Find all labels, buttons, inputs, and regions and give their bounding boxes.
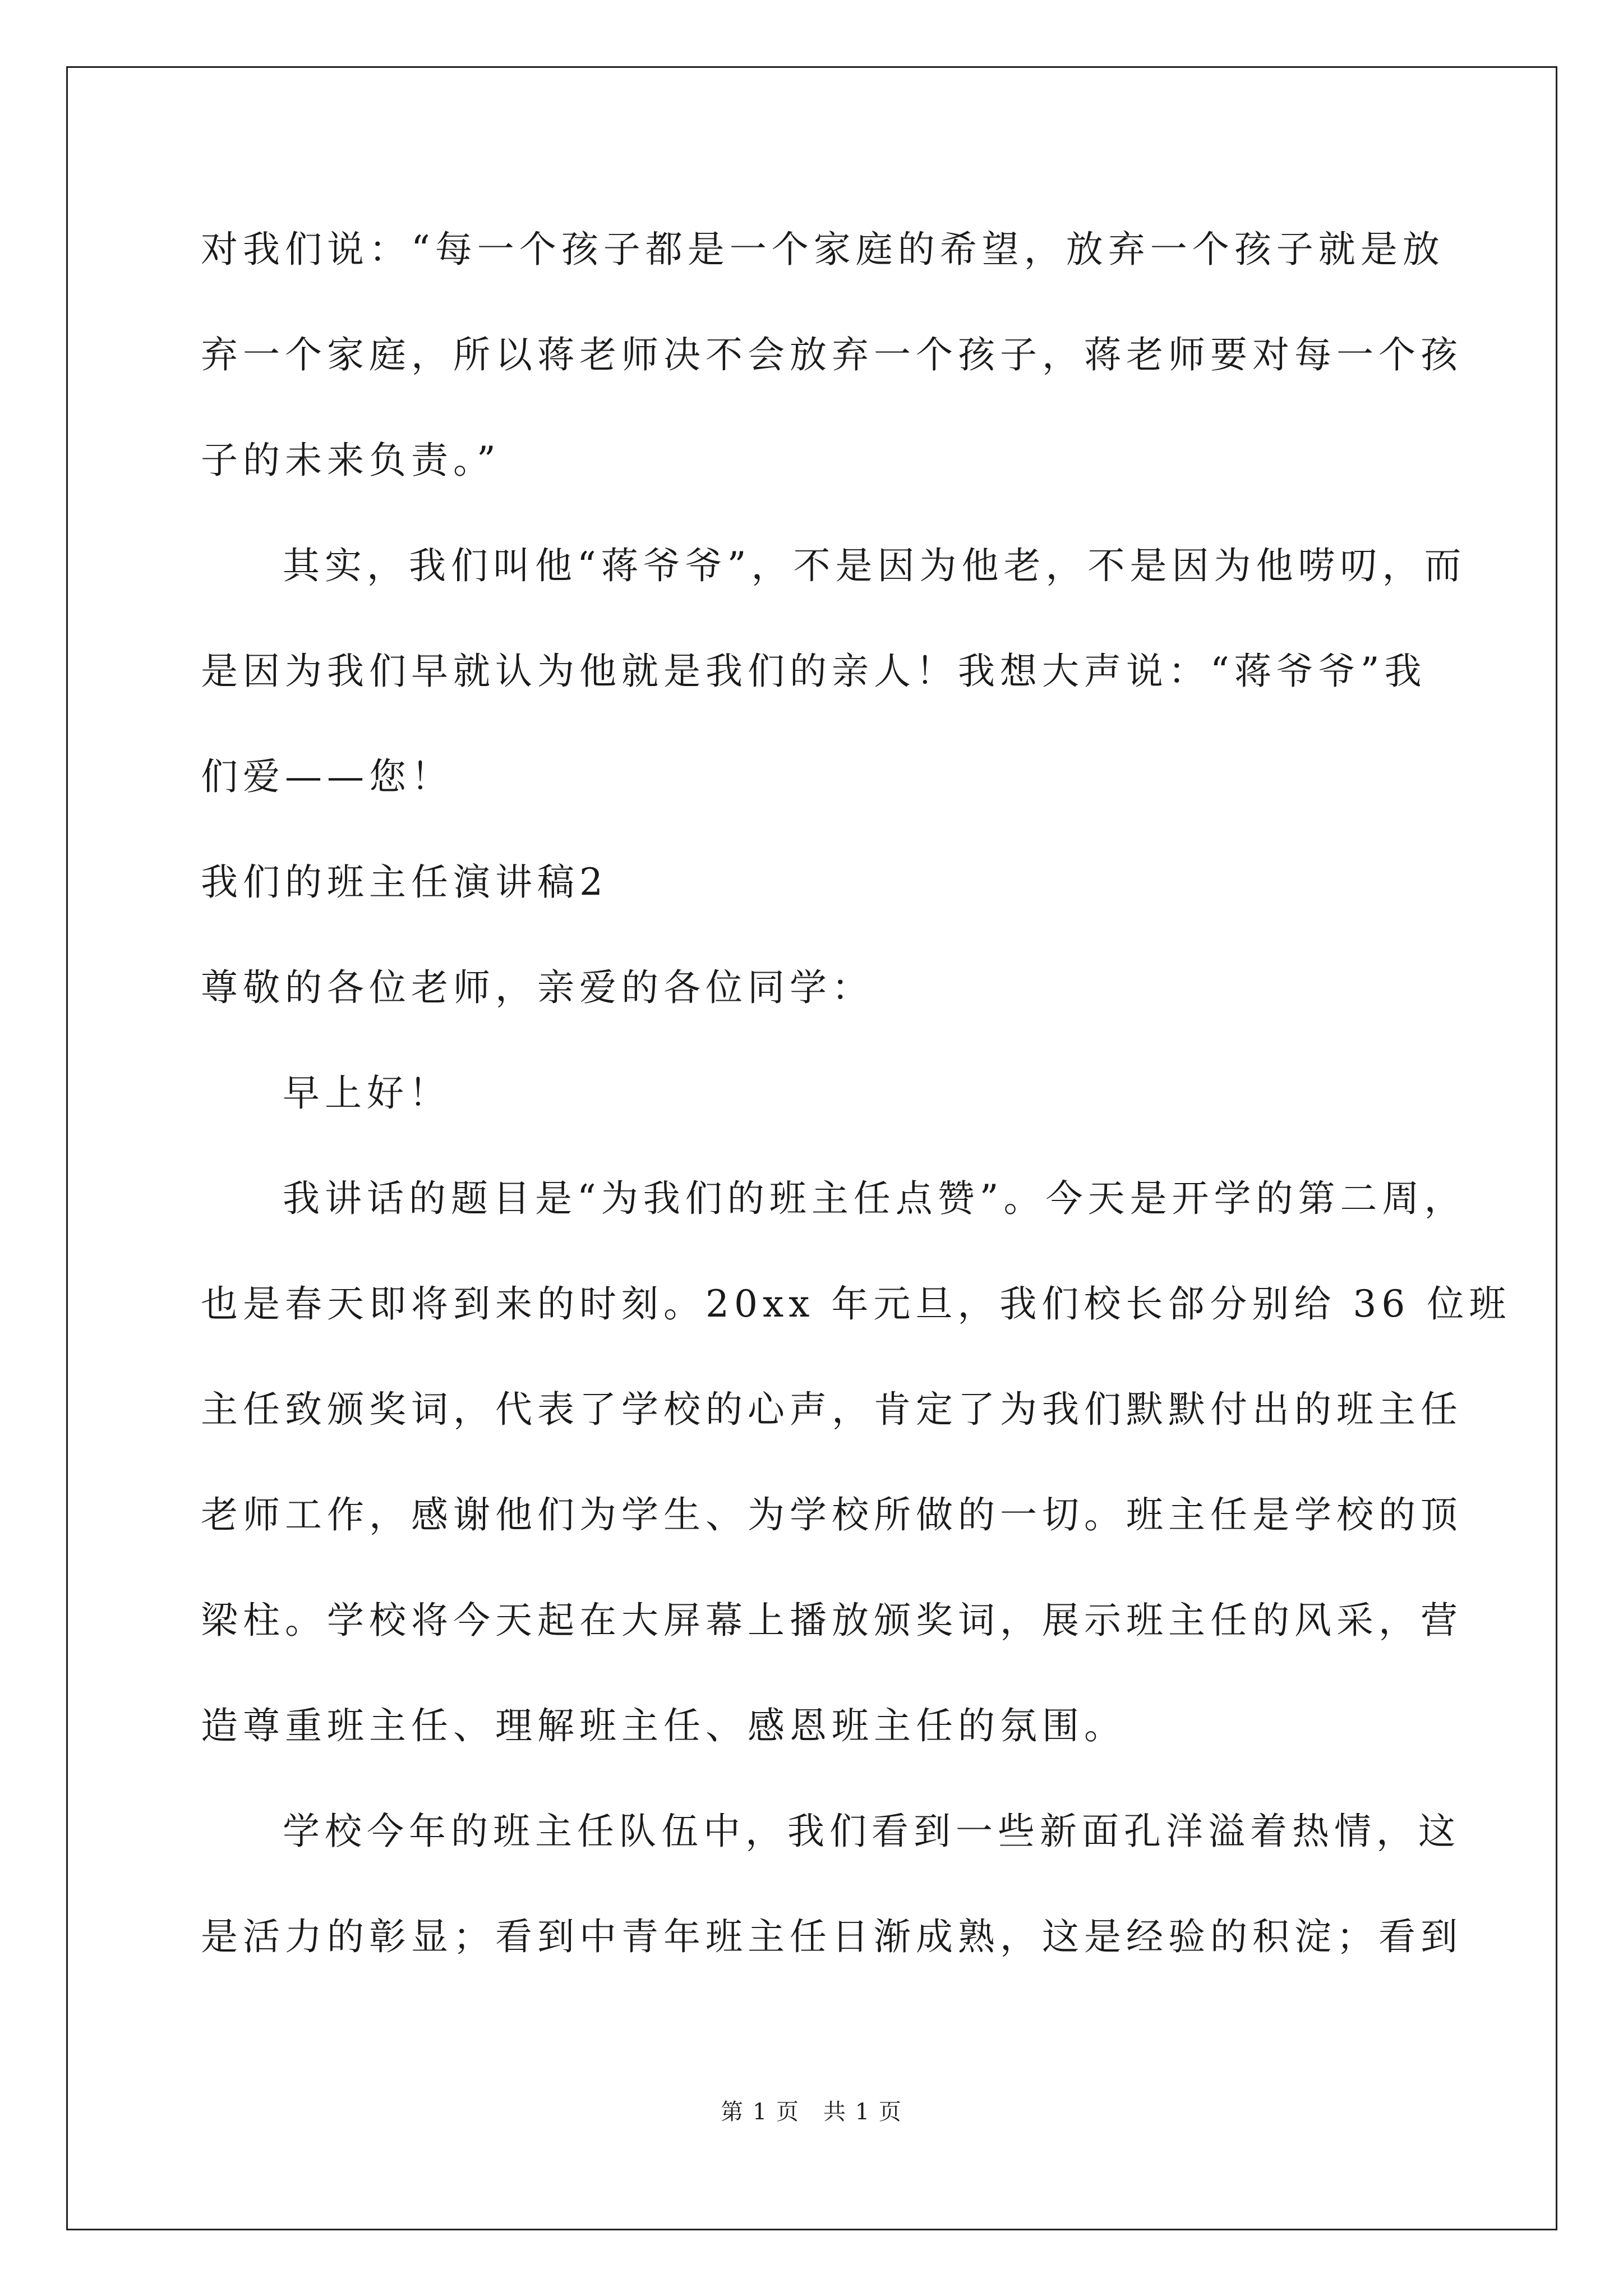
text-line: 造尊重班主任、理解班主任、感恩班主任的氛围。 bbox=[201, 1704, 1126, 1747]
page-border bbox=[66, 66, 1557, 2230]
text-line: 们爱——您！ bbox=[201, 755, 453, 798]
text-line: 弃一个家庭，所以蒋老师决不会放弃一个孩子，蒋老师要对每一个孩 bbox=[201, 333, 1463, 376]
greeting: 早上好！ bbox=[283, 1071, 451, 1115]
text-line: 学校今年的班主任队伍中，我们看到一些新面孔洋溢着热情，这 bbox=[283, 1810, 1460, 1853]
text-line: 子的未来负责。” bbox=[201, 439, 501, 482]
salutation: 尊敬的各位老师，亲爱的各位同学： bbox=[201, 966, 874, 1009]
text-line: 是活力的彰显；看到中青年班主任日渐成熟，这是经验的积淀；看到 bbox=[201, 1915, 1463, 1958]
text-line: 是因为我们早就认为他就是我们的亲人！我想大声说：“蒋爷爷”我 bbox=[201, 650, 1427, 693]
text-line: 我讲话的题目是“为我们的班主任点赞”。今天是开学的第二周， bbox=[283, 1177, 1467, 1220]
section-heading: 我们的班主任演讲稿2 bbox=[201, 861, 608, 904]
page-number: 第 1 页 共 1 页 bbox=[721, 2099, 902, 2125]
text-line: 主任致颁奖词，代表了学校的心声，肯定了为我们默默付出的班主任 bbox=[201, 1388, 1463, 1431]
text-line: 梁柱。学校将今天起在大屏幕上播放颁奖词，展示班主任的风采，营 bbox=[201, 1599, 1463, 1642]
text-line: 老师工作，感谢他们为学生、为学校所做的一切。班主任是学校的顶 bbox=[201, 1493, 1463, 1536]
text-line: 其实，我们叫他“蒋爷爷”，不是因为他老，不是因为他唠叨，而 bbox=[283, 544, 1467, 587]
text-line: 对我们说：“每一个孩子都是一个家庭的希望，放弃一个孩子就是放 bbox=[201, 228, 1445, 271]
text-line: 也是春天即将到来的时刻。20xx 年元旦，我们校长郃分别给 36 位班 bbox=[201, 1282, 1511, 1326]
